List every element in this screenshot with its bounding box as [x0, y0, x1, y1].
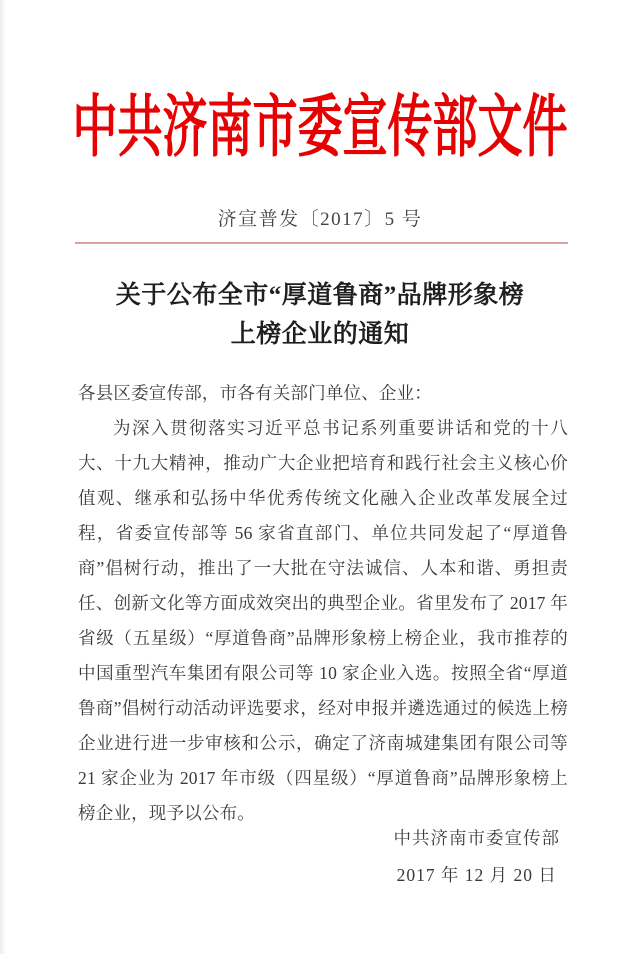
signature-block [394, 820, 561, 894]
signature-date: 2017 年 12 月 20 日 [396, 865, 557, 885]
red-divider-line [75, 242, 568, 244]
red-letterhead-title: 中共济南市委宣传部文件 [72, 90, 568, 165]
document-title [0, 276, 640, 354]
document-title-line2: 上榜企业的通知 [230, 321, 410, 348]
document-title-line1: 关于公布全市“厚道鲁商”品牌形象榜 [115, 282, 525, 309]
document-body [78, 376, 568, 831]
signature-org-name: 中共济南市委宣传部 [393, 828, 560, 848]
document-number: 济宣普发〔2017〕5 号 [217, 209, 423, 230]
salutation-line: 各县区委宣传部，市各有关部门单位、企业： [78, 383, 432, 403]
body-paragraph: 为深入贯彻落实习近平总书记系列重要讲话和党的十八大、十九大精神，推动广大企业把培育和践行社会主义核心价值观、继承和弘扬中华优秀传统文化融入企业改革发展全过程，省委宣传部等 56 家省直部门、单位共同发起了“厚道鲁商”倡树行动，推出了一大批在守法诚信、人本和谐、勇担责任、创新文化等方面成效突出的典型企业。省里发布了 2017 年省级（五星级）“厚道鲁商”品牌形象榜上榜企业，我市推荐的中国重型汽车集团有限公司等 10 家企业入选。按照全省“厚道鲁商”倡树行动活动评选要求，经对申报并遴选通过的候选上榜企业进行进一步审核和公示，确定了济南城建集团有限公司等 21 家企业为 2017 年市级（四星级）“厚道鲁商”品牌形象榜上榜企业，现予以公布。 [78, 418, 568, 823]
